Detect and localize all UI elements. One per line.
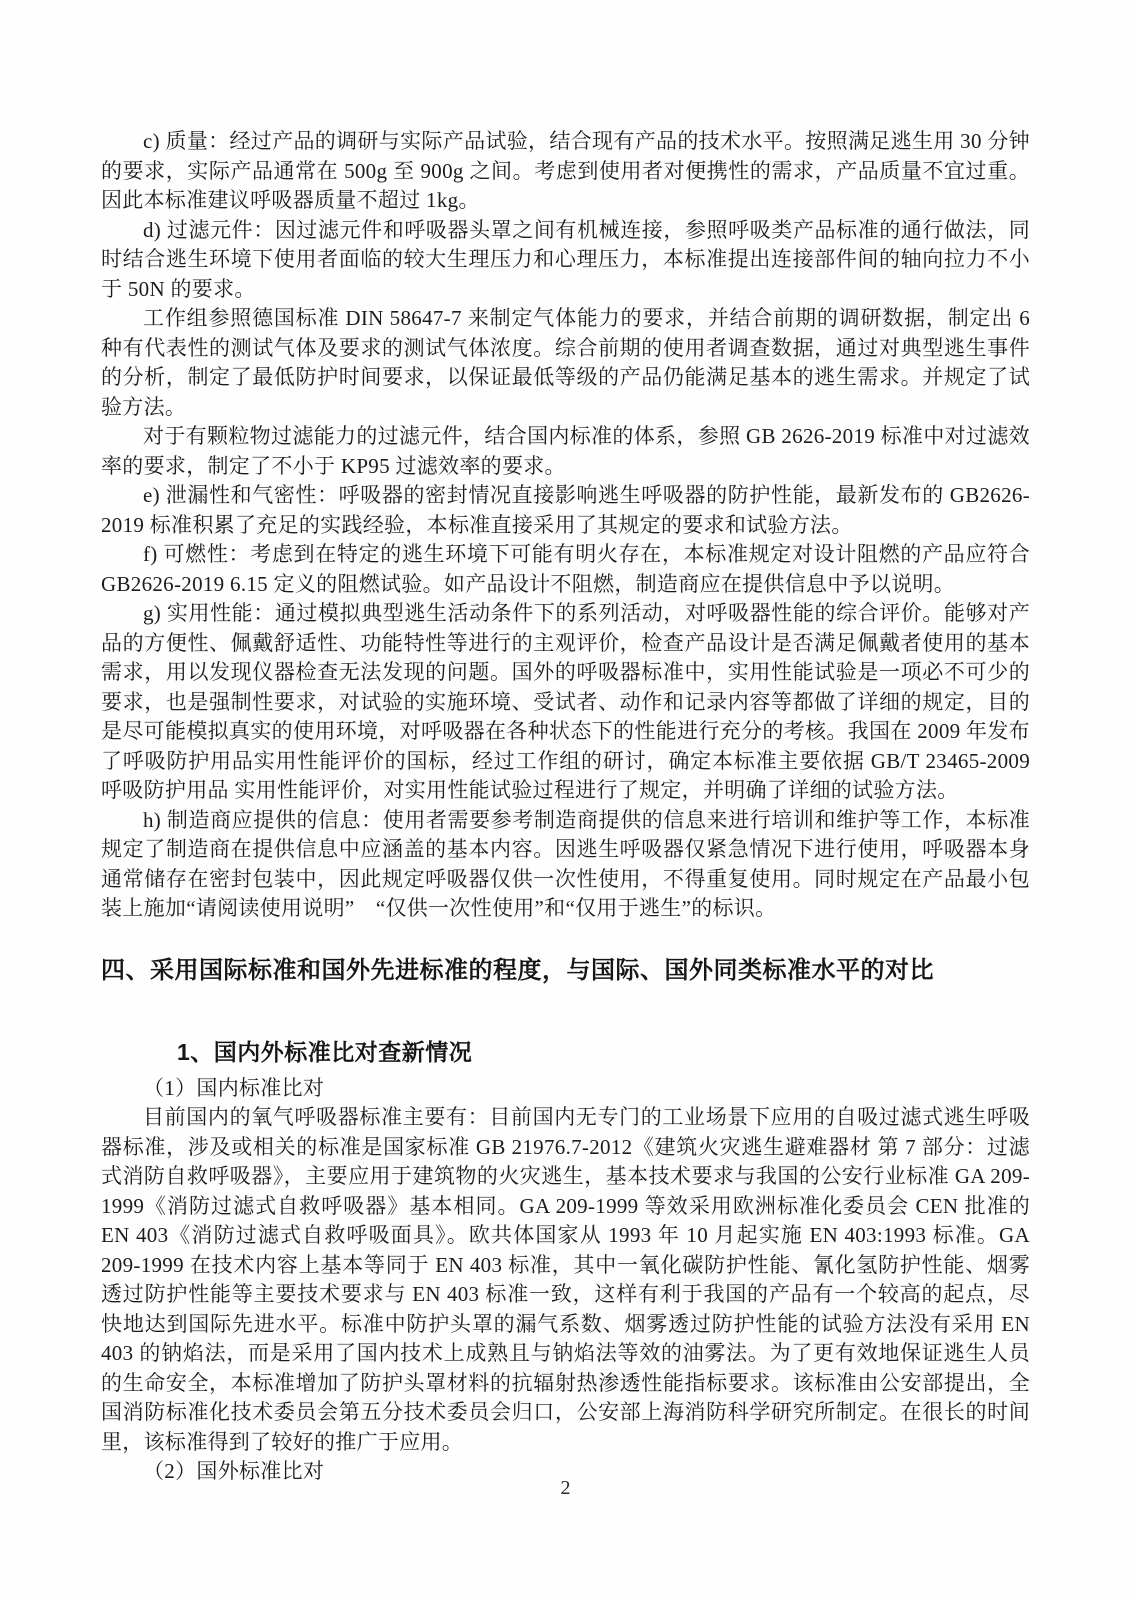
body-paragraph-d-filter-element: d) 过滤元件：因过滤元件和呼吸器头罩之间有机械连接，参照呼吸类产品标准的通行做法，同时结合逃生环境下使用者面临的较大生理压力和心理压力，本标准提出连接部件间的轴向拉力不小于 50N 的要求。 xyxy=(101,217,1030,301)
body-paragraph-f-flammability: f) 可燃性：考虑到在特定的逃生环境下可能有明火存在，本标准规定对设计阻燃的产品应符合 GB2626-2019 6.15 定义的阻燃试验。如产品设计不阻燃，制造商应在提供信息中予以说明。 xyxy=(101,542,1030,596)
body-paragraph-c-quality: c) 质量：经过产品的调研与实际产品试验，结合现有产品的技术水平。按照满足逃生用 30 分钟的要求，实际产品通常在 500g 至 900g 之间。考虑到使用者对便携性的需求，产品质量不宜过重。因此本标准建议呼吸器质量不超过 1kg。 xyxy=(101,129,1030,212)
body-paragraph-gas-capacity: 工作组参照德国标准 DIN 58647-7 来制定气体能力的要求，并结合前期的调研数据，制定出 6 种有代表性的测试气体及要求的测试气体浓度。综合前期的使用者调查数据，通过对典型逃生事件的分析，制定了最低防护时间要求，以保证最低等级的产品仍能满足基本的逃生需求。并规定了试验方法。 xyxy=(101,306,1030,419)
page-number: 2 xyxy=(560,1477,571,1499)
subsection-heading-standard-comparison: 1、国内外标准比对查新情况 xyxy=(177,1038,473,1065)
domestic-comparison-label: （1）国内标准比对 xyxy=(143,1075,325,1100)
domestic-comparison-paragraph: 目前国内的氧气呼吸器标准主要有：目前国内无专门的工业场景下应用的自吸过滤式逃生呼吸器标准，涉及或相关的标准是国家标准 GB 21976.7-2012《建筑火灾逃生避难器材 第 7 部分：过滤式消防自救呼吸器》，主要应用于建筑物的火灾逃生，基本技术要求与我国的公安行业标准 GA 209-1999《消防过滤式自救呼吸器》基本相同。GA 209-1999 等效采用欧洲标准化委员会 CEN 批准的 EN 403《消防过滤式自救呼吸面具》。欧共体国家从 1993 年 10 月起实施 EN 403:1993 标准。GA 209-1999 在技术内容上基本等同于 EN 403 标准，其中一氧化碳防护性能、氰化氢防护性能、烟雾透过防护性能等主要技术要求与 EN 403 标准一致，这样有利于我国的产品有一个较高的起点，尽快地达到国际先进水平。标准中防护头罩的漏气系数、烟雾透过防护性能的试验方法没有采用 EN 403 的钠焰法，而是采用了国内技术上成熟且与钠焰法等效的油雾法。为了更有效地保证逃生人员的生命安全，本标准增加了防护头罩材料的抗辐射热渗透性能指标要求。该标准由公安部提出，全国消防标准化技术委员会第五分技术委员会归口，公安部上海消防科学研究所制定。在很长的时间里，该标准得到了较好的推广于应用。 xyxy=(101,1105,1030,1454)
body-paragraph-h-manufacturer-info: h) 制造商应提供的信息：使用者需要参考制造商提供的信息来进行培训和维护等工作，本标准规定了制造商在提供信息中应涵盖的基本内容。因逃生呼吸器仅紧急情况下进行使用，呼吸器本身通常储存在密封包装中，因此规定呼吸器仅供一次性使用，不得重复使用。同时规定在产品最小包装上施加“请阅读使用说明” “仅供一次性使用”和“仅用于逃生”的标识。 xyxy=(101,807,1030,920)
body-paragraph-particulate-filter: 对于有颗粒物过滤能力的过滤元件，结合国内标准的体系，参照 GB 2626-2019 标准中对过滤效率的要求，制定了不小于 KP95 过滤效率的要求。 xyxy=(101,424,1030,478)
foreign-comparison-label: （2）国外标准比对 xyxy=(143,1459,325,1483)
section-heading-international-comparison: 四、采用国际标准和国外先进标准的程度，与国际、国外同类标准水平的对比 xyxy=(101,956,934,984)
body-paragraph-g-practical-performance: g) 实用性能：通过模拟典型逃生活动条件下的系列活动，对呼吸器性能的综合评价。能够对产品的方便性、佩戴舒适性、功能特性等进行的主观评价，检查产品设计是否满足佩戴者使用的基本需求，用以发现仪器检查无法发现的问题。国外的呼吸器标准中，实用性能试验是一项必不可少的要求，也是强制性要求，对试验的实施环境、受试者、动作和记录内容等都做了详细的规定，目的是尽可能模拟真实的使用环境，对呼吸器在各种状态下的性能进行充分的考核。我国在 2009 年发布了呼吸防护用品实用性能评价的国标，经过工作组的研讨，确定本标准主要依据 GB/T 23465-2009 呼吸防护用品 实用性能评价，对实用性能试验过程进行了规定，并明确了详细的试验方法。 xyxy=(101,601,1030,802)
body-paragraph-e-leakage: e) 泄漏性和气密性：呼吸器的密封情况直接影响逃生呼吸器的防护性能，最新发布的 GB2626-2019 标准积累了充足的实践经验，本标准直接采用了其规定的要求和试验方法。 xyxy=(101,483,1030,537)
